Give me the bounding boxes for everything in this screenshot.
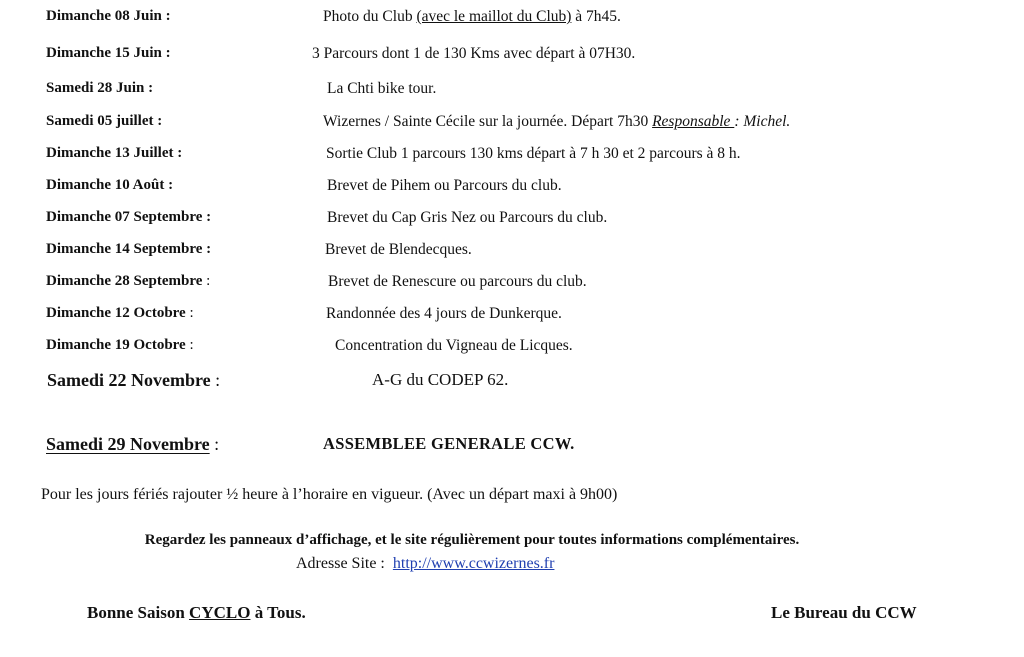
schedule-date: Samedi 05 juillet :: [46, 113, 163, 129]
schedule-event: Wizernes / Sainte Cécile sur la journée. Départ 7h30 Responsable : Michel.: [323, 113, 791, 130]
schedule-event: Concentration du Vigneau de Licques.: [335, 337, 573, 354]
schedule-row: [0, 8, 1024, 32]
schedule-date: Dimanche 08 Juin :: [46, 8, 171, 24]
schedule-row: [0, 145, 1024, 169]
schedule-event: Photo du Club (avec le maillot du Club) à 7h45.: [323, 8, 621, 25]
schedule-event: A-G du CODEP 62.: [372, 370, 509, 389]
schedule-row: [0, 113, 1024, 137]
schedule-date: Dimanche 10 Août :: [46, 177, 174, 193]
schedule-row: [0, 273, 1024, 297]
schedule-event: 3 Parcours dont 1 de 130 Kms avec départ à 07H30.: [312, 45, 636, 62]
schedule-date: Samedi 28 Juin :: [46, 80, 154, 96]
schedule-event: Brevet de Pihem ou Parcours du club.: [327, 177, 562, 194]
schedule-row: [0, 177, 1024, 201]
assemblee-generale-row: [0, 434, 1024, 458]
signature: Le Bureau du CCW: [771, 603, 917, 622]
season-greeting: Bonne Saison CYCLO à Tous.: [87, 603, 306, 622]
schedule-date: Dimanche 07 Septembre :: [46, 209, 212, 225]
schedule-date: Dimanche 15 Juin :: [46, 45, 171, 61]
schedule-event: Brevet de Renescure ou parcours du club.: [328, 273, 587, 290]
underlined-text: (avec le maillot du Club): [416, 8, 572, 25]
schedule-date: Dimanche 19 Octobre :: [46, 337, 194, 353]
ag-event: ASSEMBLEE GENERALE CCW.: [323, 434, 575, 453]
site-address: [296, 555, 554, 573]
schedule-event: La Chti bike tour.: [327, 80, 437, 97]
schedule-event: Brevet du Cap Gris Nez ou Parcours du club.: [327, 209, 608, 226]
schedule-date: Dimanche 14 Septembre :: [46, 241, 212, 257]
cyclo-word: CYCLO: [189, 603, 251, 622]
schedule-row: [0, 370, 1024, 394]
site-label: Adresse Site :: [296, 555, 385, 572]
schedule-row: [0, 241, 1024, 265]
schedule-date: Dimanche 12 Octobre :: [46, 305, 194, 321]
notice-text: Regardez les panneaux d’affichage, et le site régulièrement pour toutes informations complémentaires.: [144, 532, 800, 548]
schedule-row: [0, 80, 1024, 104]
schedule-date: Samedi 22 Novembre :: [47, 370, 221, 390]
schedule-event: Sortie Club 1 parcours 130 kms départ à 7 h 30 et 2 parcours à 8 h.: [326, 145, 741, 162]
schedule-event: Brevet de Blendecques.: [325, 241, 472, 258]
schedule-row: [0, 45, 1024, 69]
schedule-date: Dimanche 28 Septembre :: [46, 273, 211, 289]
schedule-date: Dimanche 13 Juillet :: [46, 145, 183, 161]
schedule-event: Randonnée des 4 jours de Dunkerque.: [326, 305, 562, 322]
schedule-row: [0, 305, 1024, 329]
responsible-name: : Michel.: [734, 113, 791, 130]
responsible-label: Responsable: [652, 113, 735, 130]
holiday-note: Pour les jours fériés rajouter ½ heure à l’horaire en vigueur. (Avec un départ maxi à 9h00): [41, 486, 618, 503]
schedule-row: [0, 337, 1024, 361]
ag-date: Samedi 29 Novembre :: [46, 434, 220, 454]
schedule-row: [0, 209, 1024, 233]
site-link[interactable]: http://www.ccwizernes.fr: [392, 555, 555, 572]
